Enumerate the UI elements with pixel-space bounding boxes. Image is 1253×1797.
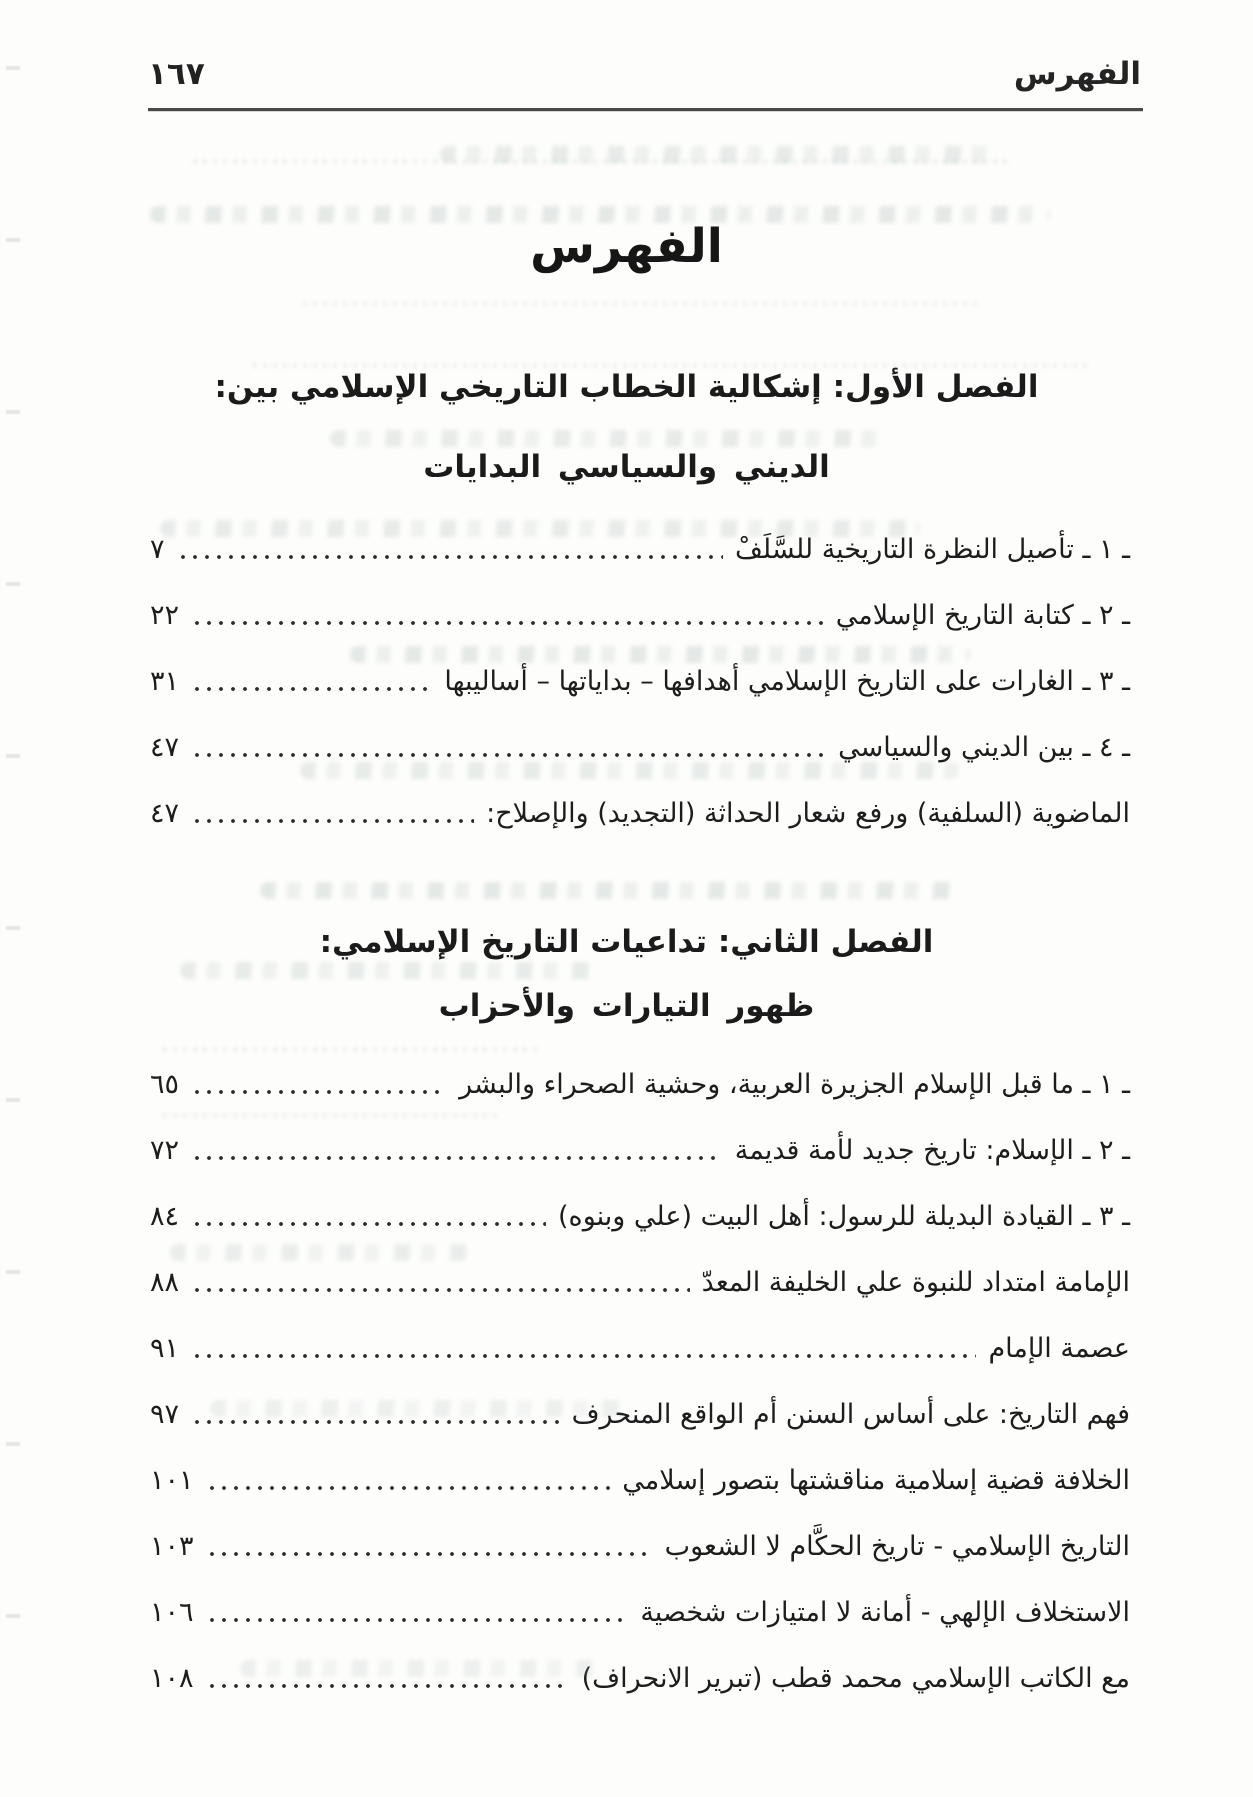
toc-entry-title: ـ ١ ـ ما قبل الإسلام الجزيرة العربية، وحشية الصحراء والبشر — [459, 1069, 1130, 1100]
page-number: ١٦٧ — [148, 56, 205, 92]
bleed-through-artifact — [260, 882, 960, 899]
toc-entry-title: الإمامة امتداد للنبوة علي الخليفة المعدّ — [701, 1267, 1130, 1298]
dot-leader — [191, 1284, 690, 1296]
chapter-1-heading-line2: الديني والسياسي البدايات — [423, 449, 830, 485]
dot-leader — [191, 1152, 723, 1164]
bleed-through-artifact — [300, 300, 980, 307]
toc-entry-title: الخلافة قضية إسلامية مناقشتها بتصور إسلامي — [622, 1465, 1130, 1496]
toc-entry — [150, 1593, 1130, 1632]
toc-entry — [150, 1527, 1130, 1566]
toc-entry-page-number: ٣١ — [150, 666, 180, 697]
toc-entry — [150, 1263, 1130, 1302]
dot-leader — [191, 815, 474, 827]
toc-entry-page-number: ٤٧ — [150, 798, 180, 829]
running-header-title: الفهرس — [1013, 56, 1141, 92]
toc-entry-title: ـ ٢ ـ كتابة التاريخ الإسلامي — [835, 600, 1130, 631]
toc-entry — [150, 728, 1130, 767]
toc-entry — [150, 1461, 1130, 1500]
toc-section-1 — [150, 530, 1130, 833]
dot-leader — [191, 1218, 546, 1230]
bleed-through-artifact — [440, 146, 1000, 163]
dot-leader — [206, 1680, 570, 1692]
toc-entry-page-number: ٩٧ — [150, 1399, 180, 1430]
toc-entry-page-number: ٢٢ — [150, 600, 180, 631]
page-header — [148, 56, 1141, 92]
toc-entry-title: ـ ٤ ـ بين الديني والسياسي — [838, 732, 1130, 763]
dot-leader — [191, 1350, 976, 1362]
toc-entry-title: ـ ٣ ـ القيادة البديلة للرسول: أهل البيت (علي وبنوه) — [558, 1201, 1130, 1232]
dot-leader — [191, 617, 824, 629]
header-rule — [148, 108, 1143, 111]
toc-entry — [150, 596, 1130, 635]
toc-entry-title: ـ ١ ـ تأصيل النظرة التاريخية للسَّلَفْ — [734, 534, 1130, 565]
dot-leader — [191, 683, 432, 695]
toc-entry-page-number: ٤٧ — [150, 732, 180, 763]
dot-leader — [206, 1482, 611, 1494]
toc-entry — [150, 1395, 1130, 1434]
toc-entry-page-number: ٩١ — [150, 1333, 180, 1364]
toc-entry-title: فهم التاريخ: على أساس السنن أم الواقع المنحرف — [571, 1399, 1130, 1430]
toc-entry-page-number: ٧٢ — [150, 1135, 180, 1166]
dot-leader — [206, 1548, 653, 1560]
dot-leader — [177, 551, 723, 563]
toc-entry — [150, 1131, 1130, 1170]
chapter-1-heading-line1: الفصل الأول: إشكالية الخطاب التاريخي الإسلامي بين: — [214, 369, 1039, 405]
toc-entry-title: مع الكاتب الإسلامي محمد قطب (تبرير الانحراف) — [581, 1663, 1130, 1694]
toc-entry-page-number: ٨٤ — [150, 1201, 180, 1232]
toc-entry-page-number: ٦٥ — [150, 1069, 180, 1100]
toc-entry-page-number: ١٠٦ — [150, 1597, 194, 1628]
toc-entry-page-number: ١٠٨ — [150, 1663, 194, 1694]
toc-entry-page-number: ١٠١ — [150, 1465, 194, 1496]
chapter-2-heading — [0, 919, 1253, 1029]
toc-entry — [150, 1065, 1130, 1104]
toc-entry-title: عصمة الإمام — [988, 1333, 1130, 1364]
bleed-through-artifact — [190, 158, 1010, 165]
toc-entry — [150, 1659, 1130, 1698]
toc-entry-title: التاريخ الإسلامي - تاريخ الحكَّام لا الشعوب — [664, 1531, 1130, 1562]
dot-leader — [191, 1416, 560, 1428]
toc-entry — [150, 794, 1130, 833]
chapter-1-heading — [0, 364, 1253, 490]
toc-entry-page-number: ٨٨ — [150, 1267, 180, 1298]
scanner-edge-marks — [6, 66, 20, 1746]
page-title: الفهرس — [530, 219, 723, 274]
chapter-2-heading-line1: الفصل الثاني: تداعيات التاريخ الإسلامي: — [319, 924, 934, 960]
toc-entry — [150, 662, 1130, 701]
dot-leader — [191, 1086, 447, 1098]
dot-leader — [206, 1614, 629, 1626]
dot-leader — [191, 749, 826, 761]
toc-entry-page-number: ٧ — [150, 534, 165, 565]
toc-entry-title: الاستخلاف الإلهي - أمانة لا امتيازات شخصية — [640, 1597, 1130, 1628]
toc-entry-title: الماضوية (السلفية) ورفع شعار الحداثة (التجديد) والإصلاح: — [486, 798, 1130, 829]
toc-entry-page-number: ١٠٣ — [150, 1531, 194, 1562]
toc-section-2 — [150, 1065, 1130, 1698]
toc-entry — [150, 530, 1130, 569]
chapter-2-heading-line2: ظهور التيارات والأحزاب — [438, 988, 815, 1024]
toc-entry-title: ـ ٢ ـ الإسلام: تاريخ جديد لأمة قديمة — [734, 1135, 1130, 1166]
bleed-through-artifact — [160, 1046, 540, 1053]
toc-entry-title: ـ ٣ ـ الغارات على التاريخ الإسلامي أهدافها – بداياتها – أساليبها — [444, 666, 1130, 697]
toc-entry — [150, 1197, 1130, 1236]
toc-entry — [150, 1329, 1130, 1368]
